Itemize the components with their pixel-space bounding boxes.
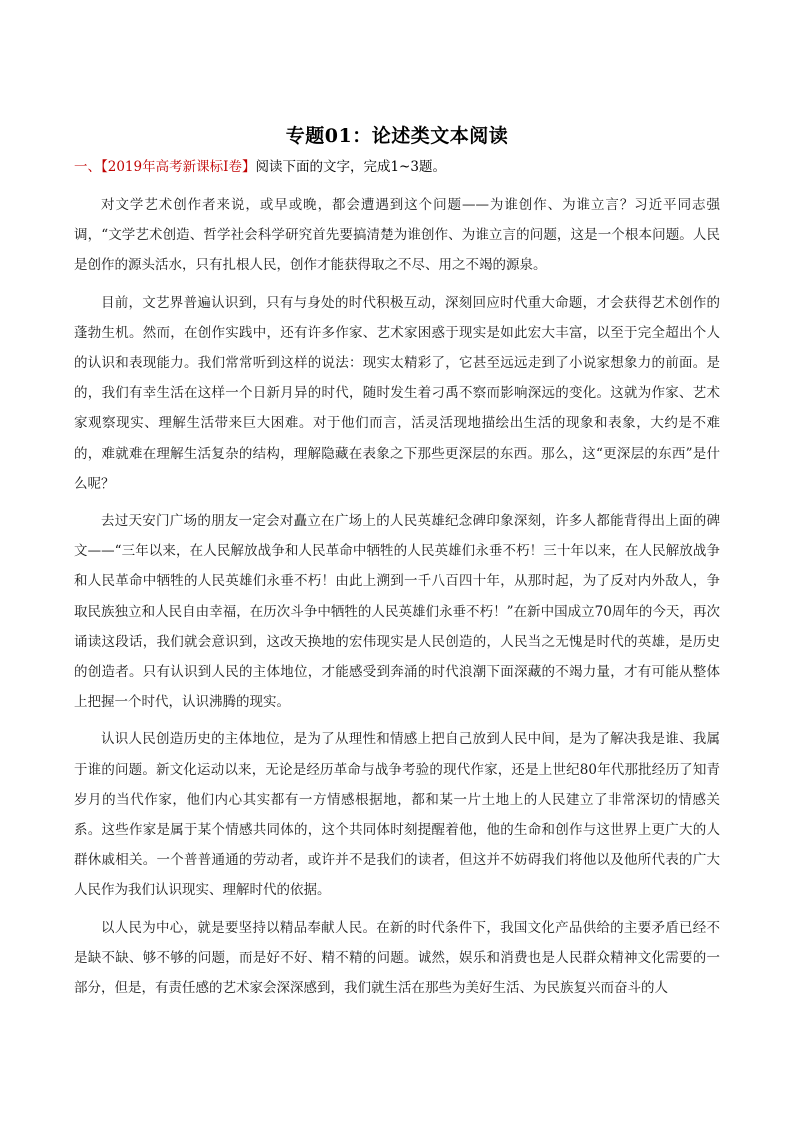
paragraph: 目前，文艺界普遍认识到，只有与身处的时代积极互动，深刻回应时代重大命题，才会获得艺术创作的蓬勃生机。然而，在创作实践中，还有许多作家、艺术家困惑于现实是如此宏大丰富，以至于完全超出个人的认识和表现能力。我们常常听到这样的说法：现实太精彩了，它甚至远远走到了小说家想象力的前面。是的，我们有幸生活在这样一个日新月异的时代，随时发生着刁禹不察而影响深远的变化。这就为作家、艺术家观察现实、理解生活带来巨大困难。对于他们而言，活灵活现地描绘出生活的现象和表象，大约是不难的，难就难在理解生活复杂的结构，理解隐藏在表象之下那些更深层的东西。那么，这“更深层的东西”是什么呢？ <box>74 294 720 492</box>
question-heading <box>74 157 724 177</box>
question-source: 【2019年高考新课标Ⅰ卷】 <box>101 159 256 175</box>
page-title: 专题01：论述类文本阅读 <box>285 125 509 147</box>
passage <box>74 190 720 1003</box>
paragraph: 对文学艺术创作者来说，或早或晚，都会遭遇到这个问题——为谁创作、为谁立言？习近平同志强调，“文学艺术创造、哲学社会科学研究首先要搞清楚为谁创作、为谁立言的问题，这是一个根本问题。人民是创作的源头活水，只有扎根人民，创作才能获得取之不尽、用之不竭的源泉。 <box>74 197 720 274</box>
question-number: 一、 <box>74 159 101 175</box>
paragraph: 以人民为中心，就是要坚持以精品奉献人民。在新的时代条件下，我国文化产品供给的主要矛盾已经不是缺不缺、够不够的问题，而是好不好、精不精的问题。诚然，娱乐和消费也是人民群众精神文化需要的一部分，但是，有责任感的艺术家会深深感到，我们就生活在那些为美好生活、为民族复兴而奋斗的人 <box>74 919 720 997</box>
paragraph: 去过天安门广场的朋友一定会对矗立在广场上的人民英雄纪念碑印象深刻，许多人都能背得出上面的碑文——“三年以来，在人民解放战争和人民革命中牺牲的人民英雄们永垂不朽！三十年以来，在人民解放战争和人民革命中牺牲的人民英雄们永垂不朽！由此上溯到一千八百四十年，从那时起，为了反对内外敌人，争取民族独立和人民自由幸福，在历次斗争中牺牲的人民英雄们永垂不朽！”在新中国成立70周年的今天，再次诵读这段话，我们就会意识到，这改天换地的宏伟现实是人民创造的，人民当之无愧是时代的英雄，是历史的创造者。只有认识到人民的主体地位，才能感受到奔涌的时代浪潮下面深藏的不竭力量，才有可能从整体上把握一个时代，认识沸腾的现实。 <box>74 513 720 711</box>
paragraph: 认识人民创造历史的主体地位，是为了从理性和情感上把自己放到人民中间，是为了解决我是谁、我属于谁的问题。新文化运动以来，无论是经历革命与战争考验的现代作家，还是上世纪80年代那批经历了知青岁月的当代作家，他们内心其实都有一方情感根据地，都和某一片土地上的人民建立了非常深切的情感关系。这些作家是属于某个情感共同体的，这个共同体时刻提醒着他，他的生命和创作与这世界上更广大的人群休戚相关。一个普普通通的劳动者，或许并不是我们的读者，但这并不妨碍我们将他以及他所代表的广大人民作为我们认识现实、理解时代的依据。 <box>74 731 720 899</box>
question-instruction: 阅读下面的文字，完成1~3题。 <box>255 159 446 175</box>
